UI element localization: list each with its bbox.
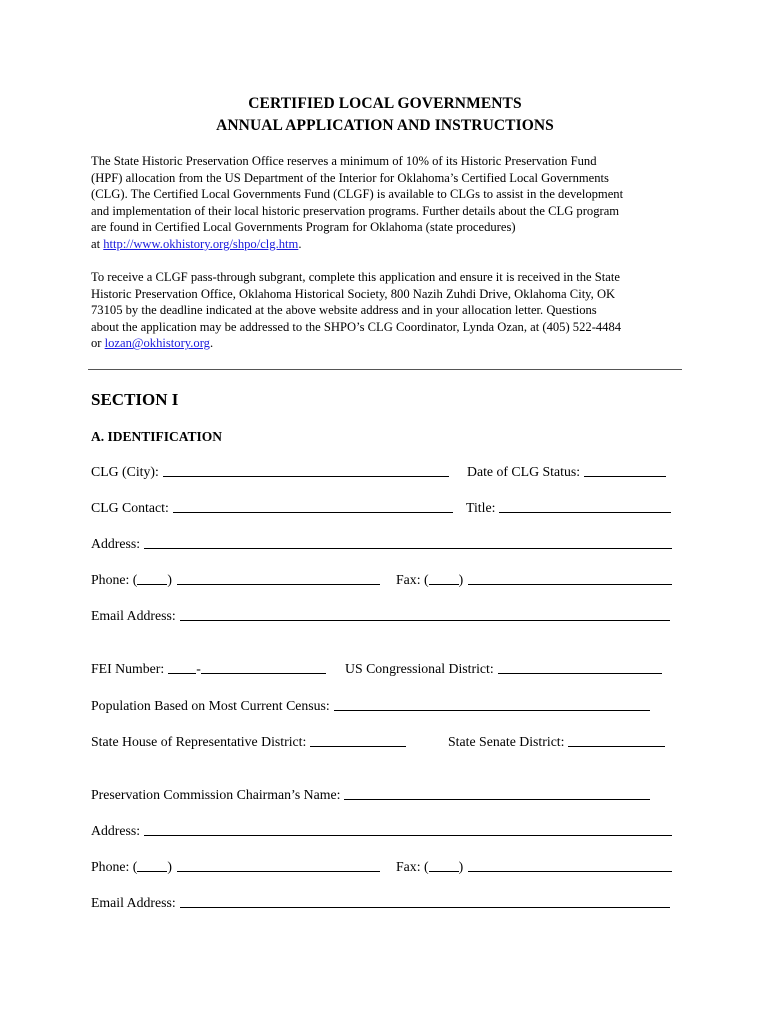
email-field[interactable] [91, 608, 670, 624]
fax-field[interactable] [396, 572, 672, 588]
intro-p2-line: 73105 by the deadline indicated at the above website address and in your allocation letter. Questions [91, 303, 597, 318]
document-title-line2: ANNUAL APPLICATION AND INSTRUCTIONS [216, 117, 554, 134]
chairman-phone-area-code-blank[interactable] [137, 870, 167, 872]
chairman-email-blank[interactable] [180, 906, 670, 908]
clg-city-label: CLG (City): [91, 464, 159, 479]
clg-contact-blank[interactable] [173, 511, 453, 513]
chairman-phone-close-paren: ) [167, 859, 172, 874]
phone-close-paren: ) [167, 572, 172, 587]
intro-p1-line: (HPF) allocation from the US Department of the Interior for Oklahoma’s Certified Local Governments [91, 170, 609, 185]
intro-p2-line: To receive a CLGF pass-through subgrant, complete this application and ensure it is received in the State [91, 270, 620, 284]
phone-number-blank[interactable] [177, 583, 380, 585]
clg-program-link[interactable]: http://www.okhistory.org/shpo/clg.htm [103, 236, 299, 251]
date-status-field[interactable] [467, 464, 666, 480]
congressional-district-label: US Congressional District: [345, 661, 494, 676]
chairman-phone-field[interactable] [91, 859, 380, 875]
date-status-label: Date of CLG Status: [467, 464, 581, 479]
fax-area-code-blank[interactable] [429, 583, 459, 585]
chairman-fax-field[interactable] [396, 859, 672, 875]
congressional-district-field[interactable] [345, 661, 662, 677]
coordinator-email-link[interactable]: lozan@okhistory.org [104, 336, 210, 351]
intro-p2-line: about the application may be addressed to the SHPO’s CLG Coordinator, Lynda Ozan, at (405) 522-4484 [91, 319, 622, 334]
chairman-email-field[interactable] [91, 895, 670, 911]
section-title: SECTION I [91, 390, 179, 409]
chairman-fax-number-blank[interactable] [468, 870, 672, 872]
intro-p1-last-line [91, 236, 691, 253]
title-field[interactable] [466, 500, 671, 516]
intro-p1-line: (CLG). The Certified Local Governments Fund (CLGF) is available to CLGs to assist in the development [91, 187, 624, 202]
email-label: Email Address: [91, 608, 176, 623]
intro-paragraph-1 [91, 153, 691, 253]
phone-area-code-blank[interactable] [137, 583, 167, 585]
intro-p1-line: and implementation of their local historic preservation programs. Further details about the CLG program [91, 203, 620, 218]
address-blank[interactable] [144, 547, 672, 549]
intro-p2-prefix: or [91, 336, 105, 351]
population-field[interactable] [91, 698, 650, 714]
chairman-fax-close-paren: ) [458, 859, 464, 874]
fei-number-field[interactable] [91, 661, 326, 677]
intro-p2-line: Historic Preservation Office, Oklahoma Historical Society, 800 Nazih Zuhdi Drive, Oklahoma City, OK [91, 286, 616, 301]
fei-number-label: FEI Number: [91, 661, 165, 676]
chairman-name-label: Preservation Commission Chairman’s Name: [91, 787, 341, 802]
chairman-phone-label: Phone: ( [91, 859, 138, 874]
document-title-line1: CERTIFIED LOCAL GOVERNMENTS [248, 95, 522, 112]
intro-p2-last-line [91, 335, 691, 352]
congressional-district-blank[interactable] [498, 672, 662, 674]
fei-prefix-blank[interactable] [168, 672, 196, 674]
fax-close-paren: ) [458, 572, 464, 587]
address-field[interactable] [91, 536, 672, 552]
clg-city-blank[interactable] [163, 475, 449, 477]
population-label: Population Based on Most Current Census: [91, 698, 330, 713]
intro-p1-suffix: . [298, 236, 302, 251]
section-divider [88, 369, 682, 370]
state-senate-district-blank[interactable] [568, 745, 665, 747]
chairman-name-blank[interactable] [344, 798, 650, 800]
date-status-blank[interactable] [584, 475, 666, 477]
fax-number-blank[interactable] [468, 583, 672, 585]
state-house-district-field[interactable] [91, 734, 406, 750]
state-senate-district-field[interactable] [448, 734, 665, 750]
title-blank[interactable] [499, 511, 671, 513]
population-blank[interactable] [334, 709, 650, 711]
state-senate-district-label: State Senate District: [448, 734, 565, 749]
phone-field[interactable] [91, 572, 380, 588]
chairman-fax-area-code-blank[interactable] [429, 870, 459, 872]
title-label: Title: [466, 500, 496, 515]
state-house-district-label: State House of Representative District: [91, 734, 307, 749]
state-house-district-blank[interactable] [310, 745, 406, 747]
intro-p1-line: The State Historic Preservation Office reserves a minimum of 10% of its Historic Preservation Fund [91, 154, 597, 168]
intro-p1-prefix: at [91, 236, 104, 251]
email-blank[interactable] [180, 619, 670, 621]
chairman-address-field[interactable] [91, 823, 672, 839]
address-label: Address: [91, 536, 141, 551]
clg-city-field[interactable] [91, 464, 449, 480]
intro-p2-suffix: . [209, 336, 214, 351]
clg-contact-label: CLG Contact: [91, 500, 169, 515]
chairman-phone-number-blank[interactable] [177, 870, 380, 872]
chairman-address-blank[interactable] [144, 834, 672, 836]
intro-p1-line: are found in Certified Local Governments Program for Oklahoma (state procedures) [91, 220, 516, 235]
chairman-name-field[interactable] [91, 787, 650, 803]
chairman-fax-label: Fax: ( [396, 859, 429, 874]
chairman-email-label: Email Address: [91, 895, 176, 910]
intro-paragraph-2 [91, 269, 691, 352]
fei-suffix-blank[interactable] [201, 672, 326, 674]
chairman-address-label: Address: [91, 823, 141, 838]
clg-contact-field[interactable] [91, 500, 453, 516]
phone-label: Phone: ( [91, 572, 138, 587]
fei-dash: - [196, 661, 201, 676]
subsection-title: A. IDENTIFICATION [91, 429, 223, 444]
fax-label: Fax: ( [396, 572, 429, 587]
